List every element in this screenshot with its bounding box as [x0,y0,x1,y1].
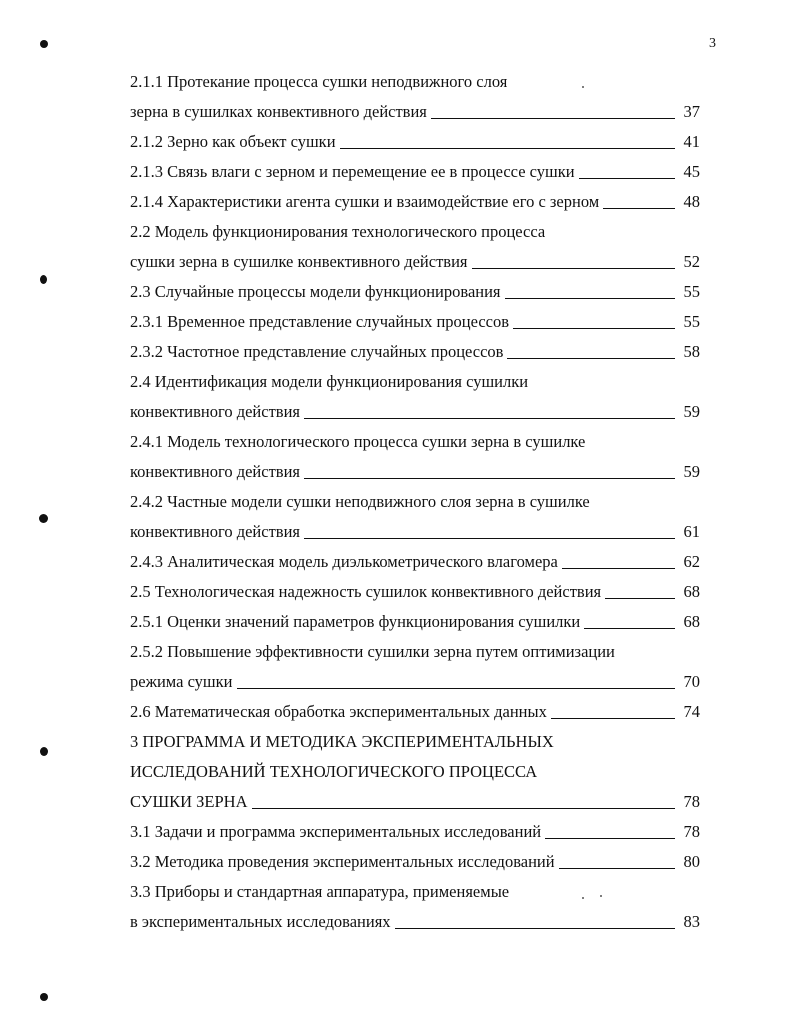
toc-page-number: 68 [683,612,700,631]
toc-entry-line [130,152,700,182]
toc-entry-line [130,722,700,752]
toc-entry-line [130,692,700,722]
toc-page-number: 59 [683,402,700,421]
dot-leader [545,838,675,839]
toc-page-number: 70 [683,672,700,691]
toc-entry-line [130,512,700,542]
toc-entry-title: 2.6 Математическая обработка экспериментальных данных [130,702,547,721]
toc-entry-line [130,362,700,392]
binding-hole-mark [40,993,48,1001]
toc-page-number: 52 [683,252,700,271]
toc-entry-line [130,272,700,302]
dot-leader [304,418,675,419]
dot-leader [237,688,676,689]
dot-leader [505,298,675,299]
toc-page-number: 68 [683,582,700,601]
toc-entry-title: 2.1.4 Характеристики агента сушки и взаимодействие его с зерном [130,192,600,211]
toc-entry-line [130,782,700,812]
toc-entry-line [130,302,700,332]
toc-page-number: 80 [683,852,700,871]
toc-entry-line [130,632,700,662]
toc-entry-title: 2.1.2 Зерно как объект сушки [130,132,336,151]
toc-entry-title: зерна в сушилках конвективного действия [130,102,427,121]
dot-leader [507,358,675,359]
toc-entry-line [130,122,700,152]
toc-page-number: 58 [683,342,700,361]
toc-entry-title: 3.2 Методика проведения экспериментальных исследований [130,852,555,871]
toc-entry-line [130,542,700,572]
toc-entry-line [130,92,700,122]
dot-leader [584,628,675,629]
dot-leader [395,928,675,929]
toc-entry-line [130,332,700,362]
dot-leader [551,718,675,719]
toc-entry-line [130,452,700,482]
toc-entry-line [130,872,700,902]
toc-page-number: 41 [683,132,700,151]
binding-hole-mark [39,514,48,523]
dot-leader [559,868,675,869]
toc-entry-title: 3.3 Приборы и стандартная аппаратура, применяемые [130,882,510,901]
toc-page-number: 45 [683,162,700,181]
toc-entry-line [130,212,700,242]
toc-entry-line [130,392,700,422]
toc-page-number: 37 [683,102,700,121]
dot-leader [562,568,675,569]
toc-entry-title: конвективного действия [130,462,301,481]
page-number: 3 [709,36,716,51]
dot-leader [605,598,675,599]
toc-page-number: 55 [683,282,700,301]
toc-entry-line [130,602,700,632]
toc-entry-title: сушки зерна в сушилке конвективного действия [130,252,468,271]
toc-entry-line [130,572,700,602]
table-of-contents [130,62,700,932]
dot-leader [304,478,675,479]
toc-entry-title: конвективного действия [130,402,301,421]
toc-entry-title: 2.2 Модель функционирования технологического процесса [130,222,546,241]
dot-leader [304,538,675,539]
binding-hole-mark [40,40,48,48]
toc-entry-title: 2.3.1 Временное представление случайных процессов [130,312,510,331]
binding-hole-mark [40,747,48,756]
toc-page-number: 83 [683,912,700,931]
toc-entry-title: 2.3 Случайные процессы модели функционирования [130,282,501,301]
toc-entry-line [130,662,700,692]
toc-page-number: 78 [683,792,700,811]
toc-entry-line [130,812,700,842]
toc-entry-title: 3.1 Задачи и программа экспериментальных исследований [130,822,542,841]
toc-page-number: 61 [683,522,700,541]
toc-entry-line [130,752,700,782]
toc-entry-line [130,422,700,452]
toc-page-number: 78 [683,822,700,841]
dot-leader [513,328,675,329]
toc-entry-title: 2.5.2 Повышение эффективности сушилки зерна путем оптимизации [130,642,615,661]
toc-entry-title: 2.4.3 Аналитическая модель диэлькометрического влагомера [130,552,558,571]
toc-page-number: 55 [683,312,700,331]
toc-page-number: 48 [683,192,700,211]
toc-page-number: 74 [683,702,700,721]
toc-entry-line [130,482,700,512]
toc-entry-line [130,242,700,272]
dot-leader [603,208,675,209]
toc-page-number: 62 [683,552,700,571]
toc-entry-title: 2.3.2 Частотное представление случайных процессов [130,342,504,361]
toc-entry-title: конвективного действия [130,522,301,541]
toc-page-number: 59 [683,462,700,481]
toc-entry-title: 2.5.1 Оценки значений параметров функционирования сушилки [130,612,581,631]
dot-leader [431,118,675,119]
dot-leader [340,148,675,149]
toc-entry-title: 2.4.2 Частные модели сушки неподвижного слоя зерна в сушилке [130,492,590,511]
toc-entry-title: 3 ПРОГРАММА И МЕТОДИКА ЭКСПЕРИМЕНТАЛЬНЫХ [130,732,554,751]
toc-entry-title: ИССЛЕДОВАНИЙ ТЕХНОЛОГИЧЕСКОГО ПРОЦЕССА [130,762,538,781]
toc-entry-line [130,842,700,872]
binding-hole-mark [40,275,47,284]
toc-entry-title: 2.1.1 Протекание процесса сушки неподвижного слоя [130,72,508,91]
dot-leader [252,808,675,809]
toc-entry-line [130,902,700,932]
dot-leader [472,268,675,269]
toc-entry-title: в экспериментальных исследованиях [130,912,391,931]
toc-entry-title: 2.5 Технологическая надежность сушилок конвективного действия [130,582,602,601]
toc-entry-line [130,182,700,212]
toc-entry-title: 2.4.1 Модель технологического процесса сушки зерна в сушилке [130,432,586,451]
toc-entry-title: СУШКИ ЗЕРНА [130,792,248,811]
toc-entry-title: 2.1.3 Связь влаги с зерном и перемещение ее в процессе сушки [130,162,575,181]
toc-entry-title: 2.4 Идентификация модели функционирования сушилки [130,372,529,391]
toc-entry-line [130,62,700,92]
toc-entry-title: режима сушки [130,672,233,691]
dot-leader [579,178,675,179]
